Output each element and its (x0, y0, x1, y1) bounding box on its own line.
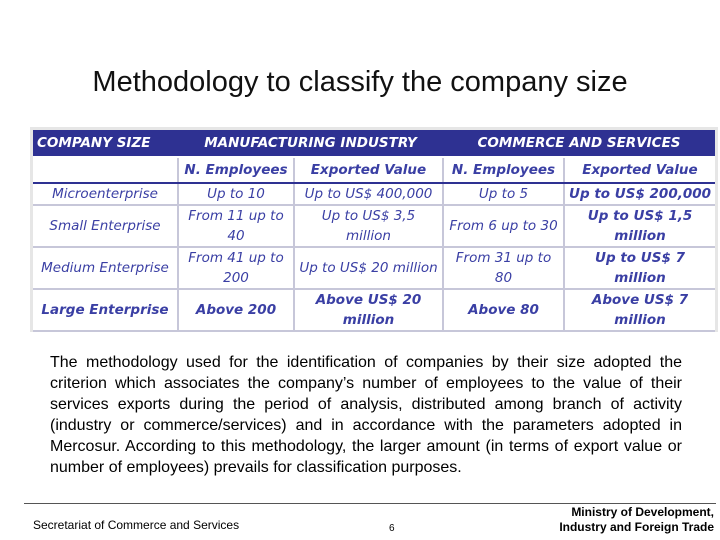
table-cell: Above US$ 20 million (294, 289, 443, 331)
table-cell: Up to 10 (178, 183, 294, 205)
table-row (33, 205, 715, 247)
footer-ministry-line2: Industry and Foreign Trade (559, 520, 714, 534)
table-cell: Above 200 (178, 289, 294, 331)
footer-secretariat: Secretariat of Commerce and Services (33, 518, 240, 532)
header-company-size: COMPANY SIZE (33, 130, 178, 157)
table-cell: Up to US$ 7 million (564, 247, 715, 289)
header-manufacturing-industry: MANUFACTURING INDUSTRY (178, 130, 443, 157)
table-cell: Up to 5 (443, 183, 564, 205)
row-label: Medium Enterprise (33, 247, 178, 289)
subheader-empty (33, 157, 178, 183)
subheader-cell: N. Employees (178, 157, 294, 183)
table-cell: From 11 up to 40 (178, 205, 294, 247)
page-title: Methodology to classify the company size (92, 66, 628, 98)
table-cell: Up to US$ 3,5 million (294, 205, 443, 247)
table-cell: Above 80 (443, 289, 564, 331)
footer-ministry (540, 505, 714, 535)
table-cell: Up to US$ 20 million (294, 247, 443, 289)
table-row (33, 183, 715, 205)
table-cell: Up to US$ 200,000 (564, 183, 715, 205)
subheader-cell: Exported Value (294, 157, 443, 183)
row-label: Large Enterprise (33, 289, 178, 331)
table-cell: From 31 up to 80 (443, 247, 564, 289)
footer-divider (24, 503, 716, 504)
row-label: Small Enterprise (33, 205, 178, 247)
subheader-cell: N. Employees (443, 157, 564, 183)
table-cell: From 6 up to 30 (443, 205, 564, 247)
table-cell: Up to US$ 400,000 (294, 183, 443, 205)
table-row (33, 289, 715, 331)
table-cell: From 41 up to 200 (178, 247, 294, 289)
company-size-table (30, 127, 718, 332)
methodology-paragraph: The methodology used for the identification of companies by their size adopted the criterion which associates the company’s number of employees to the value of their services exports during the period of analysis, distributed among branch of activity (industry or commerce/services) and in accordance with the parameters adopted in Mercosur. According to this methodology, the larger amount (in terms of export value or number of employees) prevails for classification purposes. (50, 354, 682, 476)
footer-ministry-line1: Ministry of Development, (571, 505, 714, 519)
table-row (33, 247, 715, 289)
page-number: 6 (389, 523, 395, 534)
table-subheader-row (33, 157, 715, 183)
subheader-cell: Exported Value (564, 157, 715, 183)
table-header-row (33, 130, 715, 157)
table-cell: Up to US$ 1,5 million (564, 205, 715, 247)
header-commerce-services: COMMERCE AND SERVICES (443, 130, 715, 157)
table-cell: Above US$ 7 million (564, 289, 715, 331)
row-label: Microenterprise (33, 183, 178, 205)
